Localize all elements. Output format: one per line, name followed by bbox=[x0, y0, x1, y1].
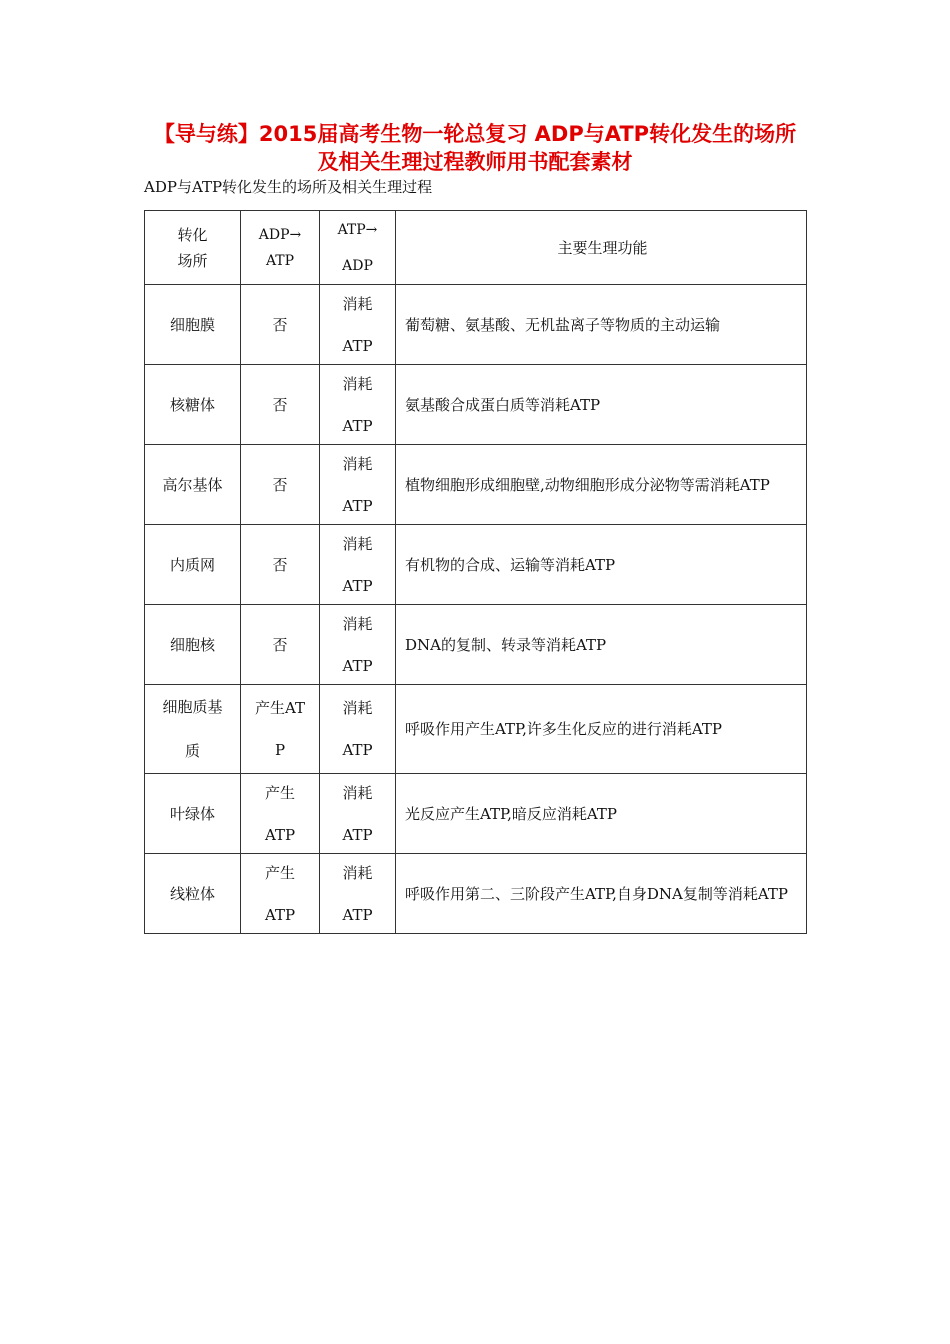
title-line-2: 及相关生理过程教师用书配套素材 bbox=[317, 150, 633, 174]
cell-atp-to-adp: 消耗 ATP bbox=[320, 365, 396, 445]
cell-site: 高尔基体 bbox=[145, 445, 241, 525]
header-atp-to-adp: ATP→ ADP bbox=[320, 211, 396, 285]
table-row bbox=[145, 685, 807, 774]
cell-adp-to-atp: 否 bbox=[241, 525, 320, 605]
cell-function: 呼吸作用产生ATP,许多生化反应的进行消耗ATP bbox=[396, 685, 807, 774]
cell-function: 呼吸作用第二、三阶段产生ATP,自身DNA复制等消耗ATP bbox=[396, 854, 807, 934]
cell-site: 核糖体 bbox=[145, 365, 241, 445]
cell-adp-to-atp: 产生 ATP bbox=[241, 774, 320, 854]
cell-function: 有机物的合成、运输等消耗ATP bbox=[396, 525, 807, 605]
cell-site: 叶绿体 bbox=[145, 774, 241, 854]
table-row bbox=[145, 854, 807, 934]
cell-adp-to-atp: 否 bbox=[241, 365, 320, 445]
cell-site: 细胞核 bbox=[145, 605, 241, 685]
cell-function: 葡萄糖、氨基酸、无机盐离子等物质的主动运输 bbox=[396, 285, 807, 365]
cell-adp-to-atp: 否 bbox=[241, 285, 320, 365]
cell-function: 植物细胞形成细胞壁,动物细胞形成分泌物等需消耗ATP bbox=[396, 445, 807, 525]
table-header-row bbox=[145, 211, 807, 285]
cell-atp-to-adp: 消耗 ATP bbox=[320, 285, 396, 365]
cell-site: 线粒体 bbox=[145, 854, 241, 934]
cell-atp-to-adp: 消耗 ATP bbox=[320, 605, 396, 685]
header-site: 转化场所 bbox=[145, 211, 241, 285]
cell-site: 细胞质基质 bbox=[145, 685, 241, 774]
cell-atp-to-adp: 消耗 ATP bbox=[320, 854, 396, 934]
cell-atp-to-adp: 消耗 ATP bbox=[320, 774, 396, 854]
cell-function: 光反应产生ATP,暗反应消耗ATP bbox=[396, 774, 807, 854]
cell-function: 氨基酸合成蛋白质等消耗ATP bbox=[396, 365, 807, 445]
table-row bbox=[145, 445, 807, 525]
cell-atp-to-adp: 消耗 ATP bbox=[320, 525, 396, 605]
cell-atp-to-adp: 消耗 ATP bbox=[320, 445, 396, 525]
header-function: 主要生理功能 bbox=[396, 211, 807, 285]
cell-adp-to-atp: 产生AT P bbox=[241, 685, 320, 774]
table-row bbox=[145, 285, 807, 365]
table-row bbox=[145, 525, 807, 605]
table-row bbox=[145, 774, 807, 854]
cell-function: DNA的复制、转录等消耗ATP bbox=[396, 605, 807, 685]
cell-adp-to-atp: 否 bbox=[241, 605, 320, 685]
table-caption: ADP与ATP转化发生的场所及相关生理过程 bbox=[144, 178, 433, 196]
cell-adp-to-atp: 否 bbox=[241, 445, 320, 525]
cell-site: 细胞膜 bbox=[145, 285, 241, 365]
atp-conversion-table bbox=[144, 210, 807, 934]
title-line-1: 【导与练】2015届高考生物一轮总复习 ADP与ATP转化发生的场所 bbox=[153, 122, 797, 146]
cell-adp-to-atp: 产生 ATP bbox=[241, 854, 320, 934]
table-row bbox=[145, 605, 807, 685]
document-title bbox=[0, 120, 950, 176]
table-row bbox=[145, 365, 807, 445]
cell-atp-to-adp: 消耗 ATP bbox=[320, 685, 396, 774]
header-adp-to-atp: ADP→ ATP bbox=[241, 211, 320, 285]
cell-site: 内质网 bbox=[145, 525, 241, 605]
